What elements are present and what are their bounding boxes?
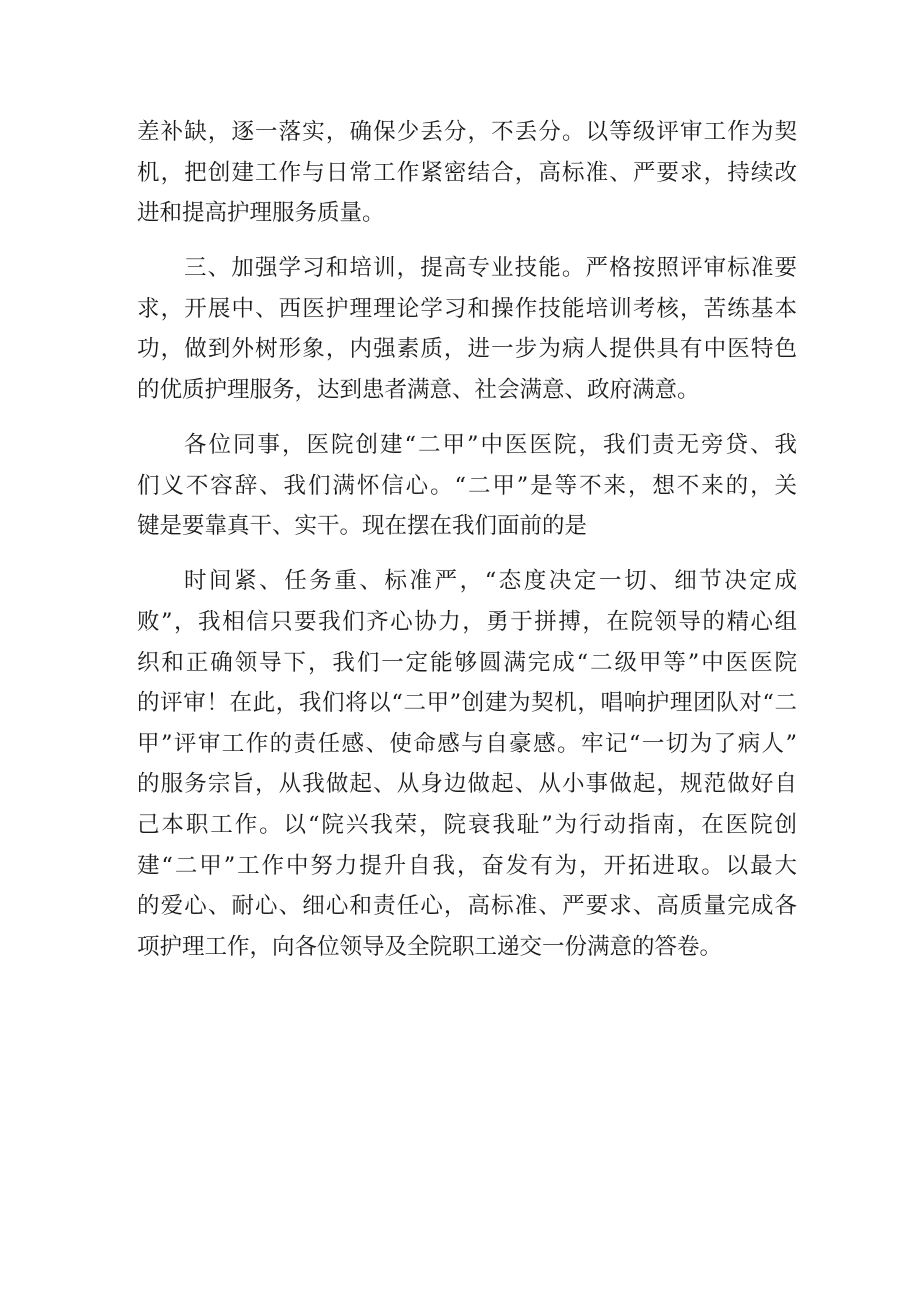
paragraph-line: 各位同事，医院创建“二甲”中医医院，我们责无旁贷、我 [184,432,797,459]
paragraph-line: 们义不容辞、我们满怀信心。“二甲”是等不来，想不来的，关 [137,472,797,499]
paragraph-line: 差补缺，逐一落实，确保少丢分，不丢分。以等级评审工作为契 [137,119,797,145]
paragraph-line: 建“二甲”工作中努力提升自我，奋发有为，开拓进取。以最大 [137,852,797,879]
paragraph-4 [137,561,797,967]
paragraph-1 [137,112,797,234]
paragraph-line: 求，开展中、西医护理理论学习和操作技能培训考核，苦练基本 [137,295,797,322]
paragraph-line: 败”，我相信只要我们齐心协力，勇于拼搏，在院领导的精心组 [137,609,797,636]
paragraph-line: 机，把创建工作与日常工作紧密结合，高标准、严要求，持续改 [137,159,797,186]
paragraph-line: 三、加强学习和培训，提高专业技能。严格按照评审标准要 [184,255,797,282]
paragraph-line: 甲”评审工作的责任感、使命感与自豪感。牢记“一切为了病人” [137,730,797,757]
document-body [137,112,797,967]
paragraph-line: 的服务宗旨，从我做起、从身边做起、从小事做起，规范做好自 [137,771,797,798]
paragraph-line: 织和正确领导下，我们一定能够圆满完成“二级甲等”中医医院 [137,649,797,676]
paragraph-3 [137,425,797,547]
paragraph-line: 的优质护理服务，达到患者满意、社会满意、政府满意。 [137,377,700,404]
paragraph-2 [137,248,797,410]
paragraph-line: 键是要靠真干、实干。现在摆在我们面前的是 [137,513,588,540]
paragraph-line: 时间紧、任务重、标准严，“态度决定一切、细节决定成 [184,568,797,595]
paragraph-line: 的评审！在此，我们将以“二甲”创建为契机，唱响护理团队对“二 [137,690,797,717]
paragraph-line: 己本职工作。以“院兴我荣，院衰我耻”为行动指南，在医院创 [137,812,797,838]
paragraph-line: 项护理工作，向各位领导及全院职工递交一份满意的答卷。 [137,933,723,960]
paragraph-line: 的爱心、耐心、细心和责任心，高标准、严要求、高质量完成各 [137,893,797,920]
paragraph-line: 功，做到外树形象，内强素质，进一步为病人提供具有中医特色 [137,336,797,363]
paragraph-line: 进和提高护理服务质量。 [137,200,385,227]
